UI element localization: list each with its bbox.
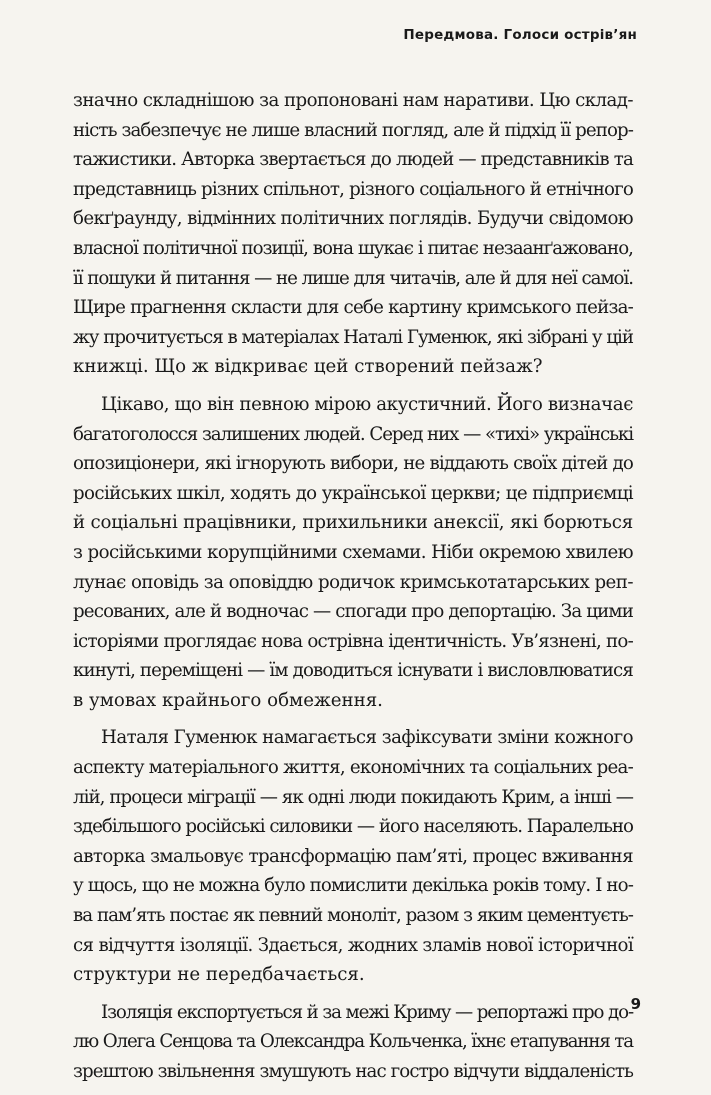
body-text <box>73 86 633 1095</box>
paragraph <box>73 998 633 1087</box>
text-line: власної політичної позиції, вона шукає і питає незаанґажовано, <box>73 237 633 259</box>
text-line: книжці. Що ж відкриває цей створений пейзаж? <box>73 356 543 378</box>
text-line: Ізоляція експортується й за межі Криму — репортажі про до- <box>101 1001 633 1023</box>
text-line: авторка змальовує трансформацію пам’яті, процес вживання <box>73 845 633 867</box>
running-header: Передмова. Голоси острів’ян <box>403 27 637 43</box>
text-line: в умовах крайнього обмеження. <box>73 689 383 711</box>
page-number: 9 <box>630 995 641 1013</box>
text-line: аспекту матеріального життя, економічних та соціальних реа- <box>73 757 633 779</box>
text-line: історіями проглядає нова острівна ідентичність. Ув’язнені, по- <box>73 630 633 652</box>
text-line: опозиціонери, які ігнорують вибори, не віддають своїх дітей до <box>73 453 633 475</box>
text-line: російських шкіл, ходять до української церкви; це підприємці <box>73 482 633 504</box>
text-line: ресованих, але й водночас — спогади про депортацію. За цими <box>73 601 633 623</box>
paragraph <box>73 723 633 989</box>
paragraph <box>73 86 633 382</box>
text-line: представниць різних спільнот, різного соціального й етнічного <box>73 178 633 200</box>
text-line: лю Олега Сенцова та Олександра Кольченка, їхнє етапування та <box>73 1031 633 1053</box>
text-line: ся відчуття ізоляції. Здається, жодних зламів нової історичної <box>73 934 633 956</box>
text-line: бекґраунду, відмінних політичних поглядів. Будучи свідомою <box>73 208 633 230</box>
text-line: лунає оповідь за оповіддю родичок кримськотатарських реп- <box>73 571 633 593</box>
text-line: багатоголосся залишених людей. Серед них — «тихі» українські <box>73 423 633 445</box>
text-line: й соціальні працівники, прихильники анексії, які борються <box>73 512 633 534</box>
text-line: кинуті, переміщені — їм доводиться існувати і висловлюватися <box>73 660 633 682</box>
text-line: її пошуки й питання — не лише для читачів, але й для неї самої. <box>73 267 633 289</box>
text-line: ність забезпечує не лише власний погляд, але й підхід її репор- <box>73 119 633 141</box>
text-line: структури не передбачається. <box>73 964 365 986</box>
text-line: зрештою звільнення змушують нас гостро відчути віддаленість <box>73 1061 633 1082</box>
text-line: Наталя Гуменюк намагається зафіксувати зміни кожного <box>101 727 633 749</box>
text-line: здебільшого російські силовики — його населяють. Паралельно <box>73 816 633 838</box>
text-line: лій, процеси міграції — як одні люди покидають Крим, а інші — <box>73 786 633 808</box>
text-line: з російськими корупційними схемами. Ніби окремою хвилею <box>73 541 633 563</box>
text-line: значно складнішою за пропоновані нам наративи. Цю склад- <box>73 90 633 111</box>
text-line: Цікаво, що він певною мірою акустичний. Його визначає <box>101 393 633 415</box>
text-line: у щось, що не можна було помислити декілька років тому. І но- <box>73 875 633 897</box>
paragraph <box>73 390 633 716</box>
text-line: тажистики. Авторка звертається до людей — представників та <box>73 149 633 171</box>
text-line: жу прочитується в матеріалах Наталі Гуменюк, які зібрані у цій <box>73 326 634 348</box>
text-line: Щире прагнення скласти для себе картину кримського пейза- <box>73 297 633 319</box>
text-line: ва пам’ять постає як певний моноліт, разом з яким цементуєть- <box>73 905 633 927</box>
